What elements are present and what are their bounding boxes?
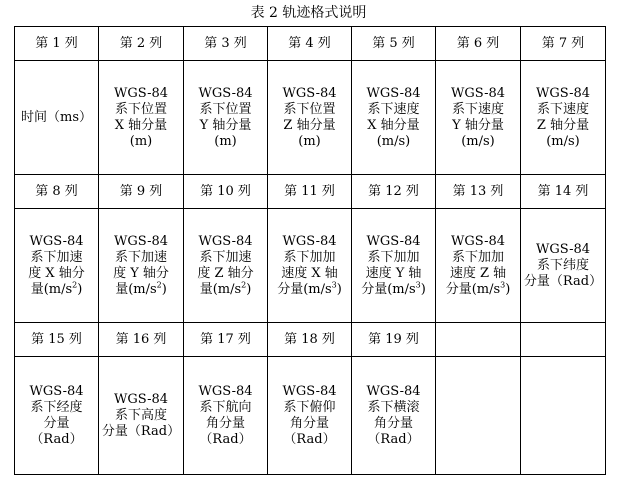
column-header-cell: 第 3 列 [184,27,268,61]
column-header-cell: 第 5 列 [352,27,436,61]
description-line: 度 X 轴分 [28,265,85,281]
description-line: X 轴分量 [114,117,168,133]
column-header-cell: 第 19 列 [352,323,436,357]
description-cell [268,209,352,323]
description-line: 系下速度 [367,101,420,117]
description-line: WGS-84 [198,85,253,101]
description-line: 角分量 [289,415,329,431]
column-header-cell: 第 8 列 [15,175,99,209]
description-line: 时间（ms） [21,109,92,125]
description-line: （Rad） [367,431,420,447]
description-line: 系下航向 [199,399,252,415]
description-cell [99,209,184,323]
description-line: 系下经度 [30,399,83,415]
description-line: WGS-84 [282,233,337,249]
description-line: X 轴分量 [367,117,420,133]
description-line: 度 Y 轴分 [113,265,169,281]
description-line: 系下位置 [199,101,252,117]
description-line: 系下速度 [536,101,589,117]
description-line: 分量$(m/s^3)$ [277,280,342,297]
description-cell [521,61,606,175]
description-line: WGS-84 [450,85,506,101]
description-line: （Rad） [30,431,83,447]
description-line: 量$(m/s^2)$ [199,280,252,297]
description-line: 分量$(m/s^3)$ [445,280,511,297]
description-line: WGS-84 [535,85,591,101]
description-row [15,61,606,175]
description-cell [15,61,99,175]
description-line: WGS-84 [198,233,253,249]
column-header-cell: 第 17 列 [184,323,268,357]
table-body [15,27,606,475]
description-cell [521,209,606,323]
description-line: 分量（Rad） [101,423,181,439]
column-header-cell: 第 9 列 [99,175,184,209]
trajectory-format-table [14,26,606,475]
column-header-cell: 第 6 列 [436,27,521,61]
description-line: 速度 X 轴 [281,265,338,281]
description-cell [184,357,268,475]
description-line: 量$(m/s^2)$ [115,280,167,297]
description-line: 角分量 [373,415,413,431]
description-line: (m/s) [376,133,411,149]
header-row [15,323,606,357]
header-row [15,175,606,209]
description-line: WGS-84 [113,391,169,407]
column-header-cell: 第 14 列 [521,175,606,209]
description-line: WGS-84 [282,85,337,101]
column-header-cell: 第 18 列 [268,323,352,357]
column-header-cell: 第 2 列 [99,27,184,61]
description-line: 系下位置 [283,101,336,117]
description-line: WGS-84 [282,383,337,399]
description-line: WGS-84 [198,383,253,399]
description-line: (m/s) [461,133,495,149]
description-cell [436,61,521,175]
description-line: 分量$(m/s^3)$ [361,280,426,297]
description-line: 速度 Z 轴 [449,265,507,281]
description-line: WGS-84 [113,233,169,249]
description-cell [268,357,352,475]
description-line: 分量 [43,415,70,431]
description-line: WGS-84 [113,85,169,101]
description-line: WGS-84 [535,241,591,257]
description-cell [352,209,436,323]
column-header-cell: 第 7 列 [521,27,606,61]
description-cell [184,209,268,323]
description-row [15,357,606,475]
column-header-cell: 第 15 列 [15,323,99,357]
description-line: (m) [298,133,321,149]
column-header-cell: 第 4 列 [268,27,352,61]
description-line: 系下加速 [30,249,83,265]
description-line: Z 轴分量 [283,117,336,133]
description-line: 系下加速 [199,249,252,265]
description-line: 系下速度 [451,101,504,117]
description-cell [436,357,521,475]
description-line: 速度 Y 轴 [365,265,422,281]
description-line: 系下加加 [367,249,420,265]
column-header-cell: 第 11 列 [268,175,352,209]
description-line: 系下纬度 [536,257,589,273]
description-line: 系下横滚 [367,399,420,415]
description-line: 系下加加 [451,249,504,265]
table-caption: 表 2 轨迹格式说明 [250,5,367,21]
description-line: WGS-84 [366,233,421,249]
description-line: WGS-84 [366,383,421,399]
description-line: （Rad） [283,431,336,447]
description-line: 角分量 [205,415,245,431]
column-header-cell [436,323,521,357]
description-line: 系下加加 [283,249,336,265]
description-line: WGS-84 [29,383,84,399]
description-line: Z 轴分量 [536,117,590,133]
description-line: 系下高度 [114,407,167,423]
description-cell [436,209,521,323]
description-line: Y 轴分量 [199,117,252,133]
description-line: 量$(m/s^2)$ [30,280,83,297]
description-line: (m) [129,133,153,149]
description-line: WGS-84 [29,233,84,249]
description-line: (m/s) [546,133,580,149]
description-line: 系下俯仰 [283,399,336,415]
description-line: 系下加速 [114,249,167,265]
description-cell [184,61,268,175]
description-line: WGS-84 [366,85,421,101]
description-line: (m) [214,133,237,149]
column-header-cell: 第 16 列 [99,323,184,357]
description-row [15,209,606,323]
description-cell [352,61,436,175]
description-line: （Rad） [199,431,252,447]
description-cell [352,357,436,475]
description-line: 分量（Rad） [523,273,603,289]
description-line: Y 轴分量 [452,117,504,133]
description-line: 度 Z 轴分 [197,265,254,281]
description-line: 系下位置 [114,101,167,117]
column-header-cell: 第 1 列 [15,27,99,61]
header-row [15,27,606,61]
description-cell [15,357,99,475]
description-cell [99,357,184,475]
description-cell [268,61,352,175]
description-cell [15,209,99,323]
description-cell [521,357,606,475]
description-line: WGS-84 [450,233,506,249]
column-header-cell [521,323,606,357]
column-header-cell: 第 13 列 [436,175,521,209]
column-header-cell: 第 12 列 [352,175,436,209]
description-cell [99,61,184,175]
column-header-cell: 第 10 列 [184,175,268,209]
